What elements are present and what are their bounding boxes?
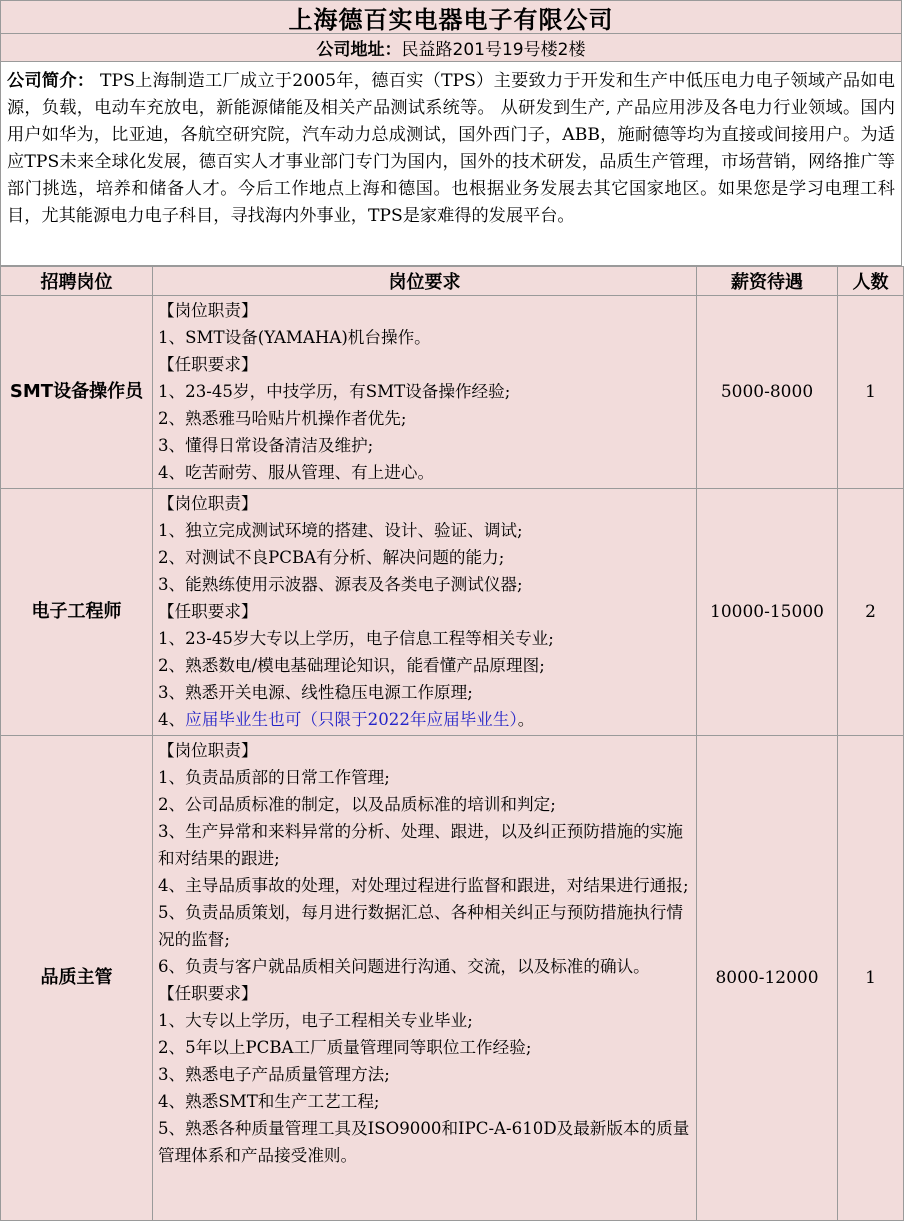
requirement-line: 【岗位职责】 (158, 494, 258, 513)
requirements-cell (153, 296, 697, 489)
requirement-line: 2、熟悉数电/模电基础理论知识，能看懂产品原理图; (158, 656, 545, 675)
highlight-number: 4、 (158, 710, 186, 729)
requirement-line: 1、23-45岁大专以上学历，电子信息工程等相关专业; (158, 629, 554, 648)
table-row (1, 736, 904, 1221)
requirement-line: 【岗位职责】 (158, 301, 258, 320)
position-cell: SMT设备操作员 (1, 296, 153, 489)
table-row (1, 489, 904, 736)
requirement-line: 1、23-45岁，中技学历，有SMT设备操作经验; (158, 382, 511, 401)
count-cell: 1 (838, 736, 904, 1221)
requirement-line: 【任职要求】 (158, 602, 258, 621)
highlight-end: 。 (517, 710, 535, 729)
requirement-line: 【任职要求】 (158, 984, 258, 1003)
requirement-line: 2、熟悉雅马哈贴片机操作者优先; (158, 409, 407, 428)
count-cell: 1 (838, 296, 904, 489)
header-position: 招聘岗位 (1, 267, 153, 296)
requirement-line: 3、熟悉电子产品质量管理方法; (158, 1065, 390, 1084)
requirement-line: 1、SMT设备(YAMAHA)机台操作。 (158, 328, 431, 347)
header-requirements: 岗位要求 (153, 267, 697, 296)
address-value: 民益路201号19号楼2楼 (401, 40, 586, 60)
salary-cell: 8000-12000 (697, 736, 838, 1221)
requirement-line: 3、生产异常和来料异常的分析、处理、跟进，以及纠正预防措施的实施和对结果的跟进; (158, 822, 683, 868)
position-cell: 电子工程师 (1, 489, 153, 736)
intro-text: TPS上海制造工厂成立于2005年，德百实（TPS）主要致力于开发和生产中低压电力电子领域产品如电源，负载，电动车充放电，新能源储能及相关产品测试系统等。 从研发到生产, 产品应用涉及各电力行业领域。国内用户如华为，比亚迪，各航空研究院，汽车动力总成测试，国外西门子，ABB，施耐德等均为直接或间接用户。为适应TPS未来全球化发展，德百实人才事业部门专门为国内，国外的技术研发，品质生产管理，市场营销，网络推广等部门挑选，培养和储备人才。今后工作地点上海和德国。也根据业务发展去其它国家地区。如果您是学习电理工科目，尤其能源电力电子科目，寻找海内外事业，TPS是家难得的发展平台。 (7, 71, 895, 226)
requirement-line: 4、吃苦耐劳、服从管理、有上进心。 (158, 463, 435, 482)
requirement-line: 1、负责品质部的日常工作管理; (158, 768, 390, 787)
requirements-cell (153, 489, 697, 736)
salary-cell: 10000-15000 (697, 489, 838, 736)
header-salary: 薪资待遇 (697, 267, 838, 296)
requirement-line: 6、负责与客户就品质相关问题进行沟通、交流，以及标准的确认。 (158, 957, 650, 976)
count-cell: 2 (838, 489, 904, 736)
salary-cell: 5000-8000 (697, 296, 838, 489)
requirement-line: 【岗位职责】 (158, 741, 258, 760)
company-intro (0, 62, 902, 266)
requirement-line-highlight (158, 706, 692, 733)
table-header-row (1, 267, 904, 296)
intro-label: 公司简介： (7, 71, 95, 91)
requirement-line: 2、5年以上PCBA工厂质量管理同等职位工作经验; (158, 1038, 532, 1057)
position-cell: 品质主管 (1, 736, 153, 1221)
requirement-line: 5、负责品质策划，每月进行数据汇总、各种相关纠正与预防措施执行情况的监督; (158, 903, 683, 949)
requirement-line: 3、熟悉开关电源、线性稳压电源工作原理; (158, 683, 473, 702)
table-row (1, 296, 904, 489)
requirement-line: 3、能熟练使用示波器、源表及各类电子测试仪器; (158, 575, 523, 594)
requirement-line: 1、独立完成测试环境的搭建、设计、验证、调试; (158, 521, 523, 540)
header-count: 人数 (838, 267, 904, 296)
highlight-text: 应届毕业生也可（只限于2022年应届毕业生） (185, 710, 518, 729)
address-label: 公司地址： (316, 40, 402, 60)
requirement-line: 1、大专以上学历，电子工程相关专业毕业; (158, 1011, 473, 1030)
requirement-line: 3、懂得日常设备清洁及维护; (158, 436, 374, 455)
requirement-line: 5、熟悉各种质量管理工具及ISO9000和IPC-A-610D及最新版本的质量管理体系和产品接受准则。 (158, 1119, 690, 1165)
requirement-line: 2、公司品质标准的制定，以及品质标准的培训和判定; (158, 795, 556, 814)
requirement-line: 4、主导品质事故的处理，对处理过程进行监督和跟进，对结果进行通报; (158, 876, 689, 895)
company-title: 上海德百实电器电子有限公司 (0, 0, 902, 34)
jobs-table (0, 266, 904, 1221)
requirement-line: 【任职要求】 (158, 355, 258, 374)
requirement-line: 4、熟悉SMT和生产工艺工程; (158, 1092, 380, 1111)
requirements-cell (153, 736, 697, 1221)
requirement-line: 2、对测试不良PCBA有分析、解决问题的能力; (158, 548, 505, 567)
company-address-row (0, 34, 902, 62)
